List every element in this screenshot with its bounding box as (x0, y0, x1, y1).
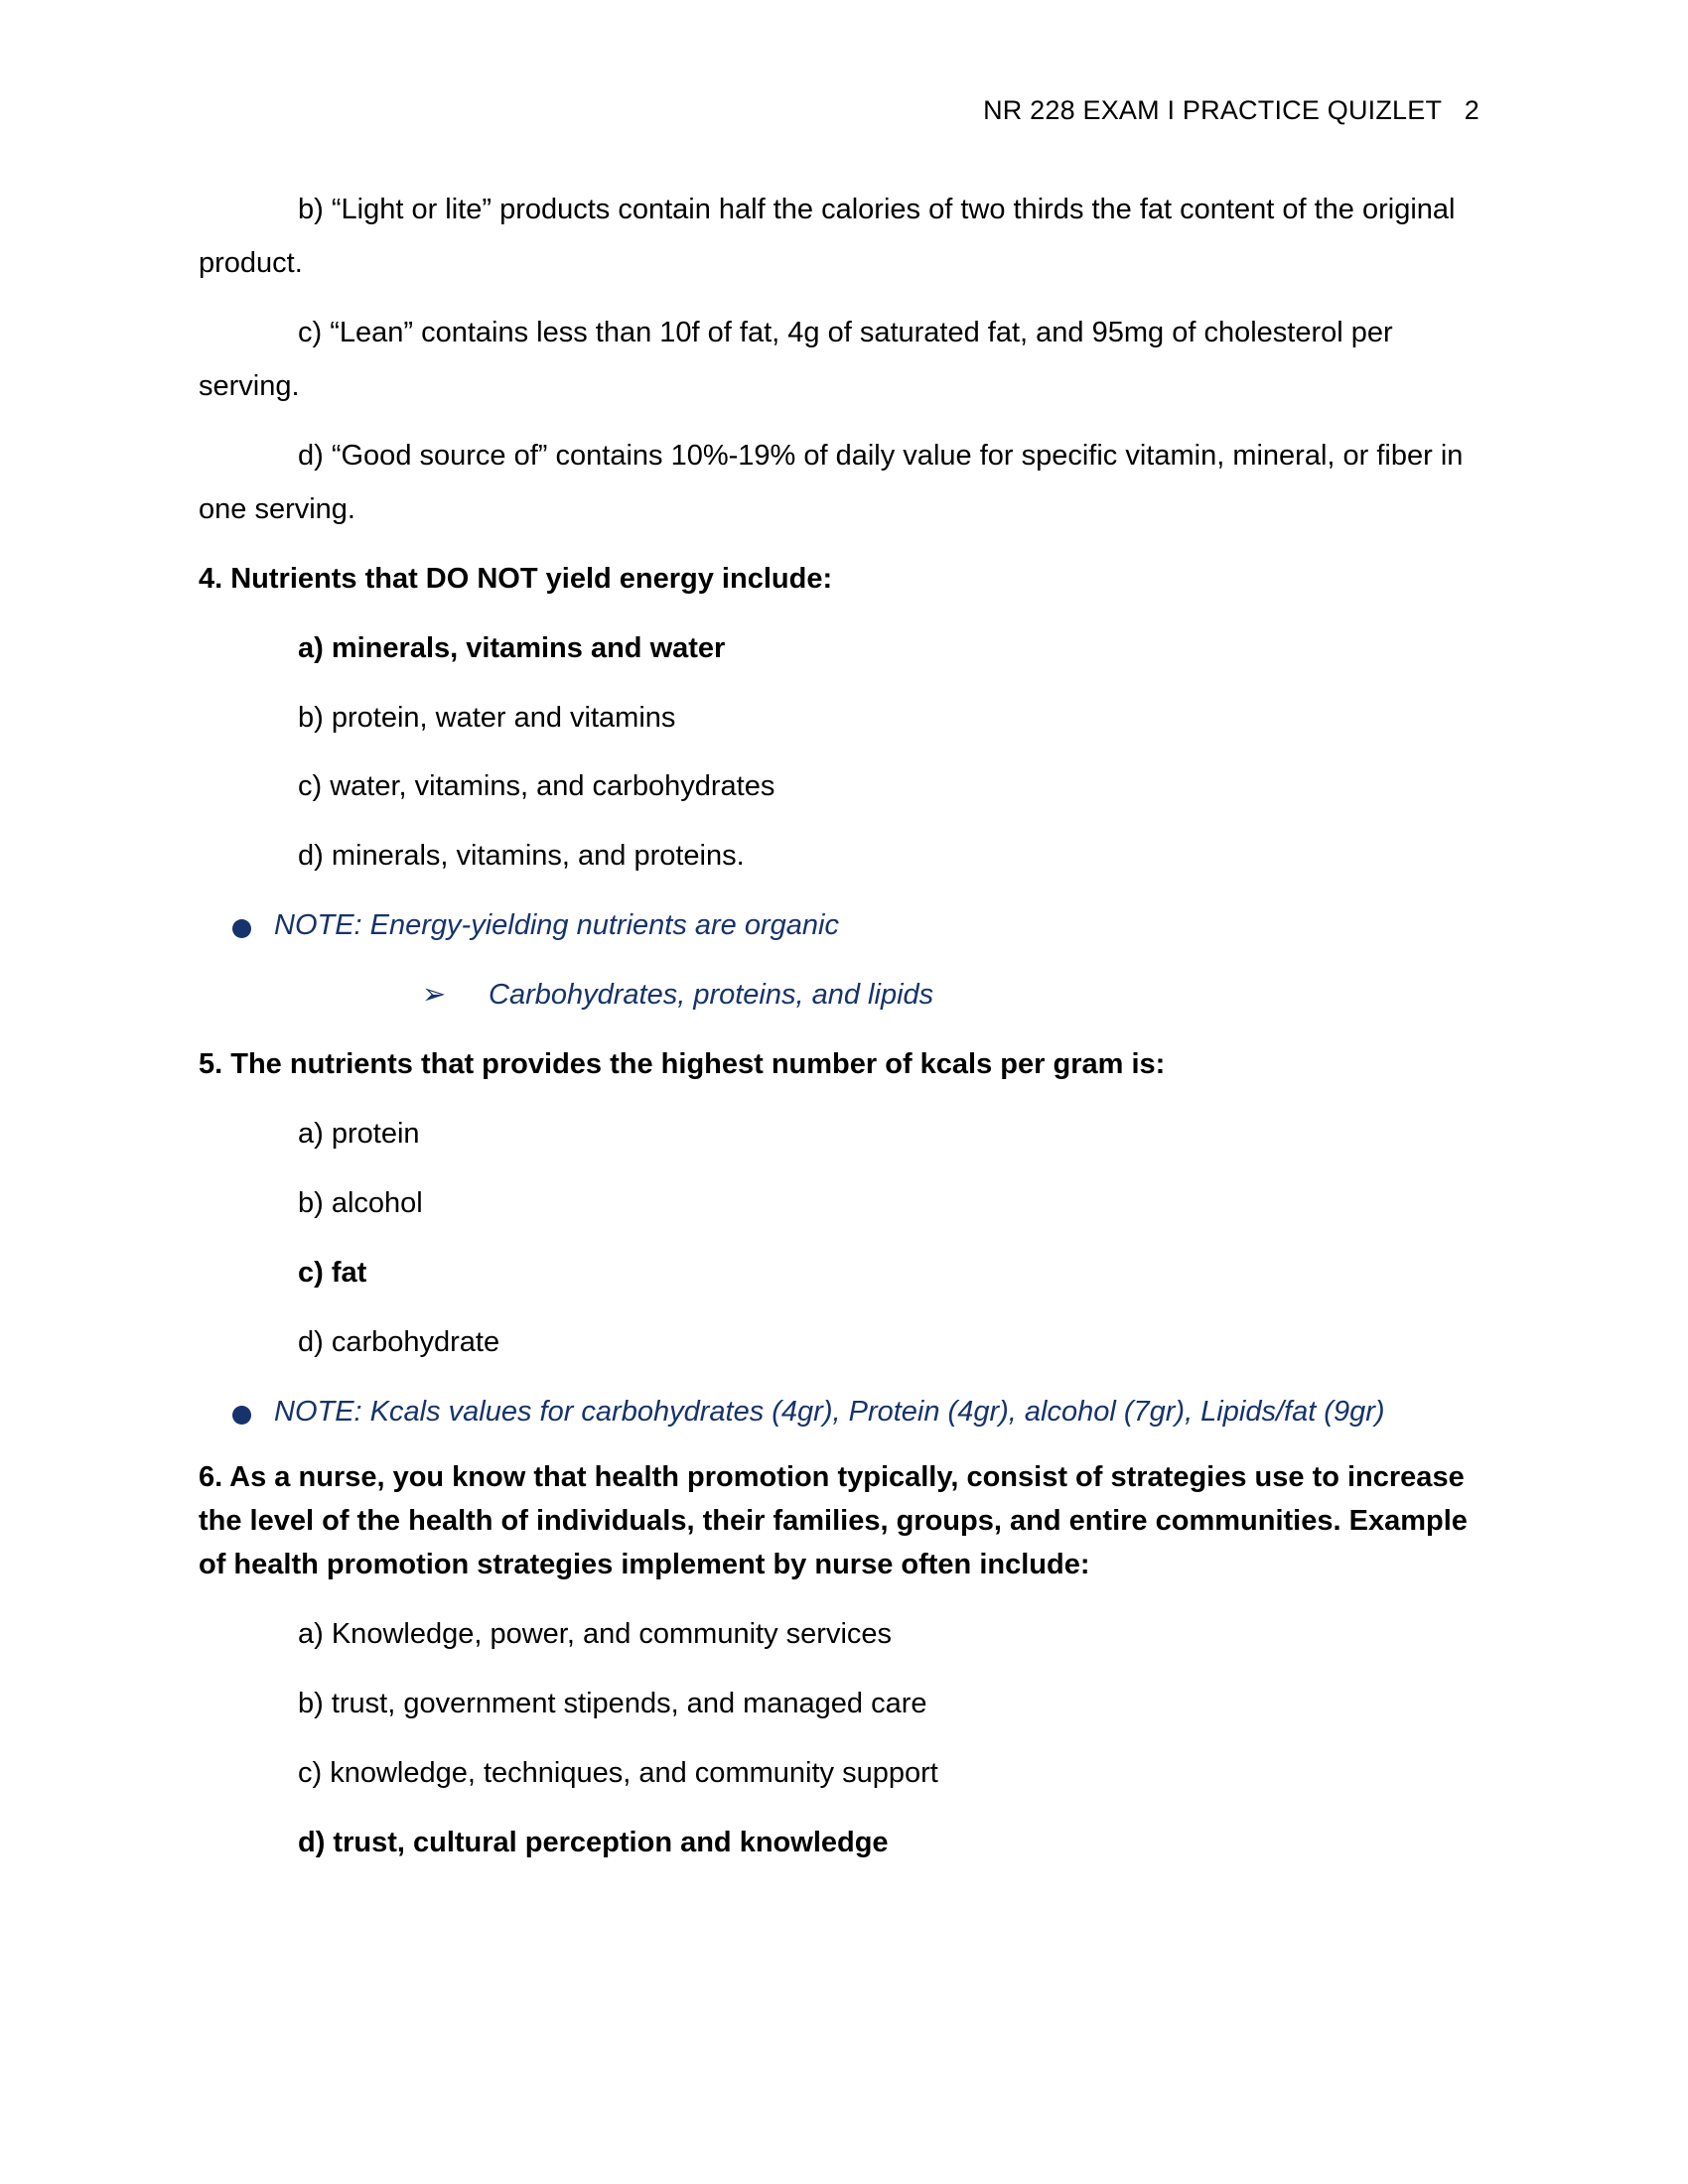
question-4-note-sub-text: Carbohydrates, proteins, and lipids (489, 979, 934, 1012)
arrow-bullet-icon: ➢ (422, 979, 447, 1012)
question-5-prompt: 5. The nutrients that provides the highest number of kcals per gram is: (199, 1048, 1166, 1081)
question-4-option-c[interactable]: c) water, vitamins, and carbohydrates (298, 770, 775, 803)
question-5-option-d[interactable]: d) carbohydrate (298, 1325, 500, 1358)
q3-option-b: b) “Light or lite” products contain half the calories of two thirds the fat content of the original product. (199, 194, 1456, 279)
question-4-note-text: NOTE: Energy-yielding nutrients are organic (274, 909, 839, 942)
page-header: NR 228 EXAM I PRACTICE QUIZLET 2 (983, 95, 1479, 125)
question-5-note-text: NOTE: Kcals values for carbohydrates (4gr), Protein (4gr), alcohol (7gr), Lipids/fat (9gr) (274, 1395, 1385, 1428)
question-6-option-a[interactable]: a) Knowledge, power, and community services (298, 1618, 893, 1651)
bullet-dot-icon (232, 919, 251, 938)
bullet-dot-icon (232, 1406, 251, 1425)
question-6-option-d[interactable]: d) trust, cultural perception and knowledge (298, 1826, 889, 1858)
question-6-option-c[interactable]: c) knowledge, techniques, and community support (298, 1756, 938, 1789)
question-6-option-b[interactable]: b) trust, government stipends, and managed care (298, 1687, 927, 1719)
question-6-prompt: 6. As a nurse, you know that health promotion typically, consist of strategies use to increase the level of the health of individuals, their families, groups, and entire communities. Example of health promotion strategies implement by nurse often include: (199, 1460, 1468, 1580)
question-4-option-b[interactable]: b) protein, water and vitamins (298, 701, 676, 734)
question-4-prompt: 4. Nutrients that DO NOT yield energy include: (199, 562, 833, 595)
question-5-option-b[interactable]: b) alcohol (298, 1187, 423, 1220)
question-5-option-c[interactable]: c) fat (298, 1257, 367, 1289)
question-5-note (199, 1386, 1479, 1439)
question-4-note-sub (199, 969, 1479, 1023)
q3-option-c: c) “Lean” contains less than 10f of fat, 4g of saturated fat, and 95mg of cholesterol per serving. (199, 316, 1393, 402)
question-4-option-d[interactable]: d) minerals, vitamins, and proteins. (298, 840, 745, 873)
document-body (199, 184, 1479, 1886)
question-4-option-a[interactable]: a) minerals, vitamins and water (298, 631, 726, 664)
question-5-option-a[interactable]: a) protein (298, 1118, 420, 1151)
question-4-note (199, 899, 1479, 953)
q3-option-d: d) “Good source of” contains 10%-19% of daily value for specific vitamin, mineral, or fiber in one serving. (199, 439, 1464, 525)
